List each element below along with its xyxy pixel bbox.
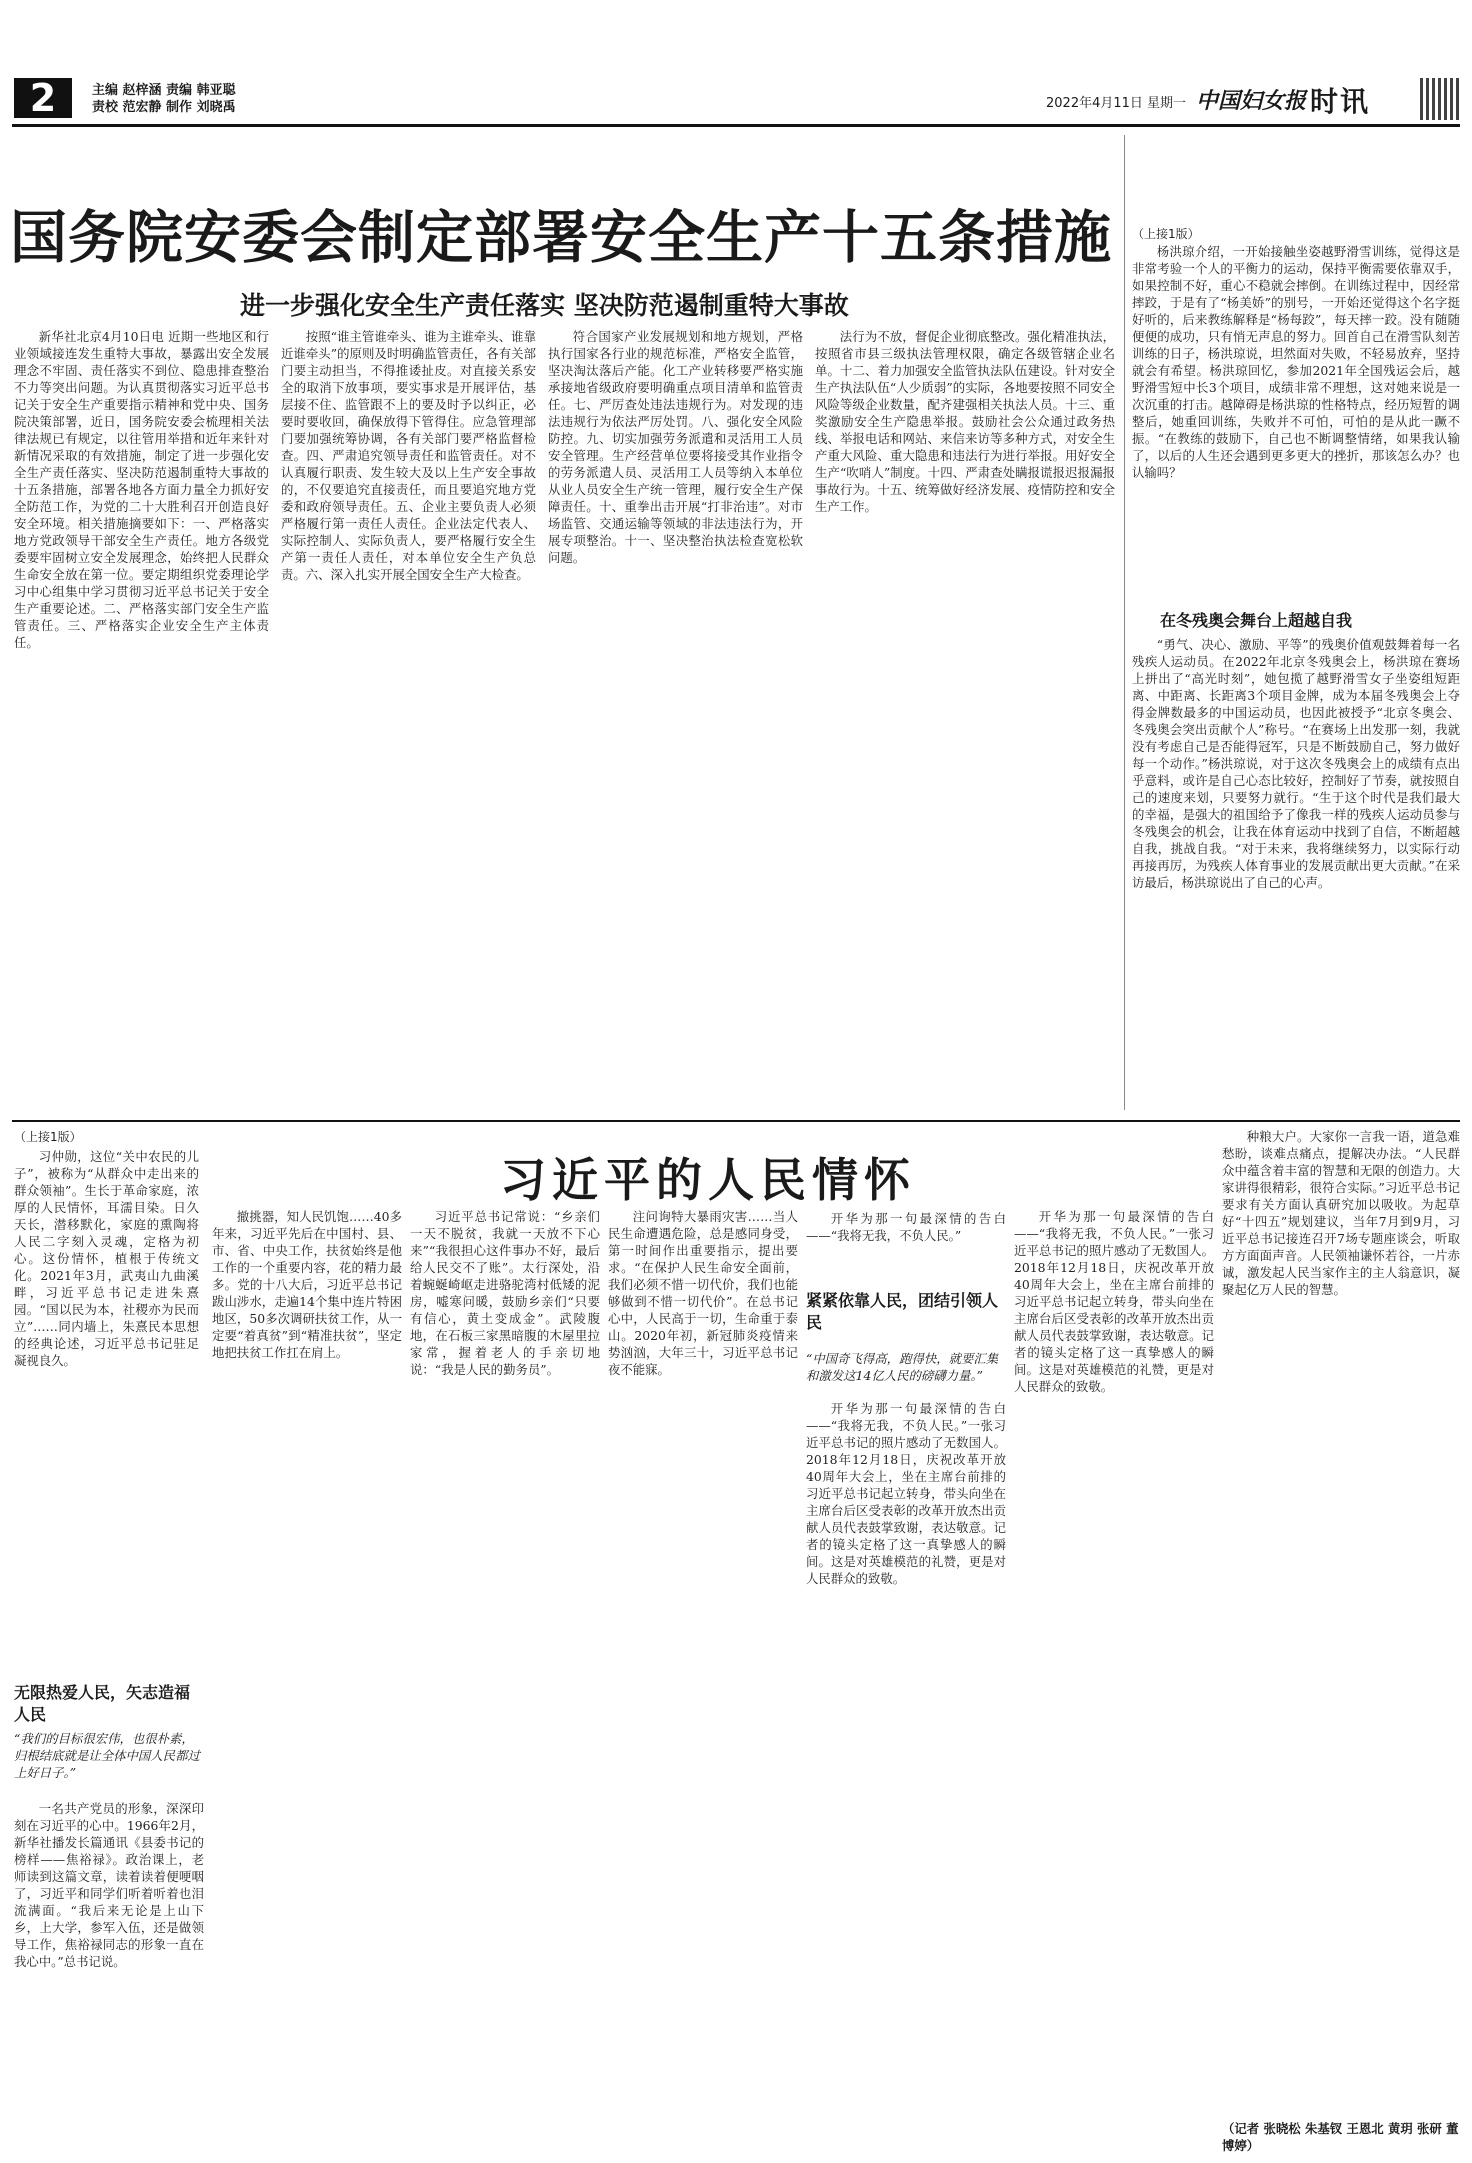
article2-section-head-1: 无限热爱人民，矢志造福人民	[14, 1683, 191, 1724]
section-name: 时讯	[1310, 85, 1371, 118]
article1-column-4: 法行为不放，督促企业彻底整改。强化精准执法，按照省市县三级执法管理权限，确定各级管辖企业名单。十二、着力加强安全监管执法队伍建设。针对安全生产执法队伍“人少质弱”的实际，各地要按照不同安全风险等级企业数量，配齐建强相关执法人员。十三、重奖激励安全生产隐患举报。鼓励社会公众通过政务热线、举报电话和网站、来信来访等多种方式，对安全生产重大风险、重大隐患和违法行为进行举报。用好安全生产“吹哨人”制度。十四、严肃查处瞒报谎报迟报漏报事故行为。十五、统筹做好经济发展、疫情防控和安全生产工作。	[815, 329, 1115, 514]
sidebar-continued-label: （上接1版）	[1132, 227, 1200, 241]
article2-headline: 习近平的人民情怀	[500, 1153, 916, 1207]
article2-column-5-top: 开华为那一句最深情的告白——“我将无我，不负人民。”	[806, 1211, 1006, 1243]
article1-column-3: 符合国家产业发展规划和地方规划，严格执行国家各行业的规范标准，严格安全监管，坚决淘汰落后产能。化工产业转移要严格实施承接地省级政府要明确重点项目清单和监管责任。七、严厉查处违法违规行为。对发现的违法违规行为依法严厉处罚。八、强化安全风险防控。九、切实加强劳务派遣和灵活用工人员安全管理。生产经营单位要将接受其作业指令的劳务派遣人员、灵活用工人员等纳入本单位从业人员安全生产统一管理，履行安全生产保障责任。十、重拳出击开展“打非治违”。对市场监管、交通运输等领域的非法违法行为，开展专项整治。十一、坚决整治执法检查宽松软问题。	[548, 329, 803, 565]
article2-section-head-2: 紧紧依靠人民，团结引领人民	[806, 1291, 999, 1332]
article1-column-1: 新华社北京4月10日电 近期一些地区和行业领域接连发生重特大事故，暴露出安全发展理念不牢固、责任落实不到位、隐患排查整治不力等突出问题。为认真贯彻落实习近平总书记关于安全生产重要指示精神和党中央、国务院决策部署，近日，国务院安委会梳理相关法律法规已有规定，以往管用举措和近年来针对新情况采取的有效措施，制定了进一步强化安全生产责任落实、坚决防范遏制重特大事故的十五条措施，部署各地各方面力量全力抓好安全防范工作，为党的二十大胜利召开创造良好安全环境。相关措施摘要如下：一、严格落实地方党政领导干部安全生产责任。地方各级党委要牢固树立安全发展理念，始终把人民群众生命安全放在第一位。要定期组织党委理论学习中心组集中学习贯彻习近平总书记关于安全生产重要论述。二、严格落实部门安全生产监管责任。三、严格落实企业安全生产主体责任。	[14, 329, 269, 650]
article2-column-1: 习仲勋，这位“关中农民的儿子”，被称为“从群众中走出来的群众领袖”。生长于革命家庭，浓厚的人民情怀，耳濡目染。日久天长，潜移默化，家庭的熏陶将人民二字刻入灵魂，定格为初心。这份情怀，植根于传统文化。2021年3月，武夷山九曲溪畔，习近平总书记走进朱熹园。“国以民为本，社稷亦为民而立”……同内墙上，朱熹民本思想的经典论述，习近平总书记驻足凝视良久。	[14, 1149, 199, 1368]
issue-date: 2022年4月11日 星期一	[1046, 96, 1187, 111]
sidebar-section-head: 在冬残奥会舞台上超越自我	[1160, 611, 1353, 630]
qr-code-icon	[1420, 78, 1462, 120]
section-rule	[12, 1120, 1460, 1122]
article1-headline: 国务院安委会制定部署安全生产十五条措施	[10, 204, 1112, 271]
sidebar-column-2: “勇气、决心、激励、平等”的残奥价值观鼓舞着每一名残疾人运动员。在2022年北京冬残奥会上，杨洪琼在赛场上拼出了“高光时刻”，她包揽了越野滑雪女子坐姿组短距离、中距离、长距离3个项目金牌，成为本届冬残奥会上夺得金牌数最多的中国运动员，也因此被授予“北京冬奥会、冬残奥会突出贡献个人”称号。“在赛场上出发那一刻，我就没有考虑自己是否能得冠军，只是不断鼓励自己，努力做好每一个动作。”杨洪琼说，对于这次冬残奥会上的成绩有点出乎意料，或许是自己心态比较好，控制好了节奏，就按照自己的速度来划，只要努力就行。“生于这个时代是我们最大的幸福，是强大的祖国给予了像我一样的残疾人运动员参与冬残奥会的机会，让我在体育运动中找到了自信，不断超越自我，挑战自我。“对于未来，我将继续努力，以实际行动再接再厉，为残疾人体育事业的发展贡献出更大贡献。”在采访最后，杨洪琼说出了自己的心声。	[1132, 637, 1460, 890]
article2-column-1b: 一名共产党员的形象，深深印刻在习近平的心中。1966年2月，新华社播发长篇通讯《县委书记的榜样——焦裕禄》。政治课上，老师读到这篇文章，读着读着便哽咽了，习近平和同学们听着听着也泪流满面。“我后来无论是上山下乡，上大学，参军入伍，还是做领导工作，焦裕禄同志的形象一直在我心中。”总书记说。	[14, 1801, 204, 1969]
staff-credits	[92, 82, 236, 116]
article2-quote-2: “中国奇飞得高，跑得快，就要汇集和激发这14亿人民的磅礴力量。”	[806, 1351, 999, 1383]
article2-column-6: 开华为那一句最深情的告白——“我将无我，不负人民。”一张习近平总书记的照片感动了无数国人。2018年12月18日，庆祝改革开放40周年大会上，坐在主席台前排的习近平总书记起立转身，带头向坐在主席台后区受表彰的改革开放杰出贡献人员代表鼓掌致谢，表达敬意。记者的镜头定格了这一真挚感人的瞬间。这是对英雄模范的礼赞，更是对人民群众的致敬。	[1014, 1209, 1214, 1394]
header-rule	[12, 124, 1460, 127]
proof-line: 责校 范宏静 制作 刘晓禹	[92, 100, 236, 115]
editor-line: 主编 赵梓涵 责编 韩亚聪	[92, 83, 236, 98]
sidebar-column-1: 杨洪琼介绍，一开始接触坐姿越野滑雪训练，觉得这是非常考验一个人的平衡力的运动，保持平衡需要依靠双手，如果控制不好，重心不稳就会摔倒。在训练过程中，因经常摔跤，于是有了“杨美娇”的别号，一开始还觉得这个名字挺好听的，后来教练解释是“杨每跤”，每天摔一跤。没有随随便便的成功，只有悄无声息的努力。回首自己在滑雪队刻苦训练的日子，杨洪琼说，坦然面对失败，不轻易放弃，坚持就会有希望。杨洪琼回忆，参加2021年全国残运会后，越野滑雪短中长3个项目，成绩非常不理想，这对她来说是一次沉重的打击。越障碍是杨洪琼的性格特点，经历短暂的调整后，她重回训练，失败并不可怕，可怕的是从此一蹶不振。“在教练的鼓励下，自己也不断调整情绪，如果我认输了，以后的人生还会遇到更多更大的挫折，那该怎么办？也认输吗？	[1132, 244, 1460, 480]
page-number: 2	[14, 78, 72, 118]
article2-continued-label: （上接1版）	[14, 1130, 82, 1144]
article1-subheadline: 进一步强化安全生产责任落实 坚决防范遏制重特大事故	[240, 291, 849, 320]
article2-credit: （记者 张晓松 朱基钗 王恩北 黄玥 张研 董博婷）	[1222, 2121, 1459, 2153]
article2-column-3: 习近平总书记常说：“乡亲们一天不脱贫，我就一天放不下心来”“我很担心这件事办不好，最后给人民交不了账”。太行深处，沿着蜿蜒崎岖走进骆驼湾村低矮的泥房，嘘寒问暖，鼓励乡亲们“只要有信心，黄土变成金”。武陵腹地，在石板三家黑暗腹的木屋里拉家常，握着老人的手亲切地说：“我是人民的勤务员”。	[410, 1209, 600, 1377]
article1-column-2: 按照“谁主管谁牵头、谁为主谁牵头、谁靠近谁牵头”的原则及时明确监管责任，各有关部门要主动担当，不得推诿扯皮。对直接关系安全的取消下放事项，要实事求是开展评估，基层接不住、监管跟不上的要及时予以纠正，必要时要收回，确保放得下管得住。应急管理部门要加强统筹协调，各有关部门要严格监督检查。四、严肃追究领导责任和监管责任。对不认真履行职责、发生较大及以上生产安全事故的，不仅要追究直接责任，而且要追究地方党委和政府领导责任。五、企业主要负责人必须严格履行第一责任人责任。企业法定代表人、实际控制人、实际负责人，要严格履行安全生产第一责任人责任，对本单位安全生产负总责。六、深入扎实开展全国安全生产大检查。	[281, 329, 536, 582]
paper-logo: 中国妇女报	[1196, 88, 1307, 114]
column-divider	[1124, 135, 1125, 1110]
article2-quote-1: “我们的目标很宏伟，也很朴素，归根结底就是让全体中国人民都过上好日子。”	[14, 1731, 200, 1780]
article2-column-5: 开华为那一句最深情的告白——“我将无我，不负人民。”一张习近平总书记的照片感动了无数国人。2018年12月18日，庆祝改革开放40周年大会上，坐在主席台前排的习近平总书记起立转身，带头向坐在主席台后区受表彰的改革开放杰出贡献人员代表鼓掌致谢，表达敬意。记者的镜头定格了这一真挚感人的瞬间。这是对英雄模范的礼赞，更是对人民群众的致敬。	[806, 1401, 1006, 1586]
article2-column-4: 注问询特大暴雨灾害……当人民生命遭遇危险，总是感同身受，第一时间作出重要指示，提出要求。“在保护人民生命安全面前，我们必须不惜一切代价，我们也能够做到不惜一切代价”。在总书记心中，人民高于一切，生命重于泰山。2020年初，新冠肺炎疫情来势汹汹，大年三十，习近平总书记夜不能寐。	[608, 1209, 798, 1377]
article2-column-7: 种粮大户。大家你一言我一语，道急难愁盼，谈难点痛点，提解决办法。“人民群众中蕴含着丰富的智慧和无限的创造力。大家讲得很精彩，很符合实际。”习近平总书记要求有关方面认真研究加以吸收。为起草好“十四五”规划建议，当年7月到9月，习近平总书记接连召开7场专题座谈会，听取方方面面声音。人民领袖谦怀若谷，一片赤诚，激发起人民当家作主的主人翁意识，凝聚起亿万人民的智慧。	[1222, 1129, 1460, 1297]
article2-column-2: 撤挑器，知人民饥饱……40多年来，习近平先后在中国村、县、市、省、中央工作，扶贫始终是他工作的一个重要内容，花的精力最多。党的十八大后，习近平总书记跋山涉水，走遍14个集中连片特困地区，50多次调研扶贫工作，从一定要“着真贫”到“精准扶贫”，坚定地把扶贫工作扛在肩上。	[212, 1209, 402, 1360]
